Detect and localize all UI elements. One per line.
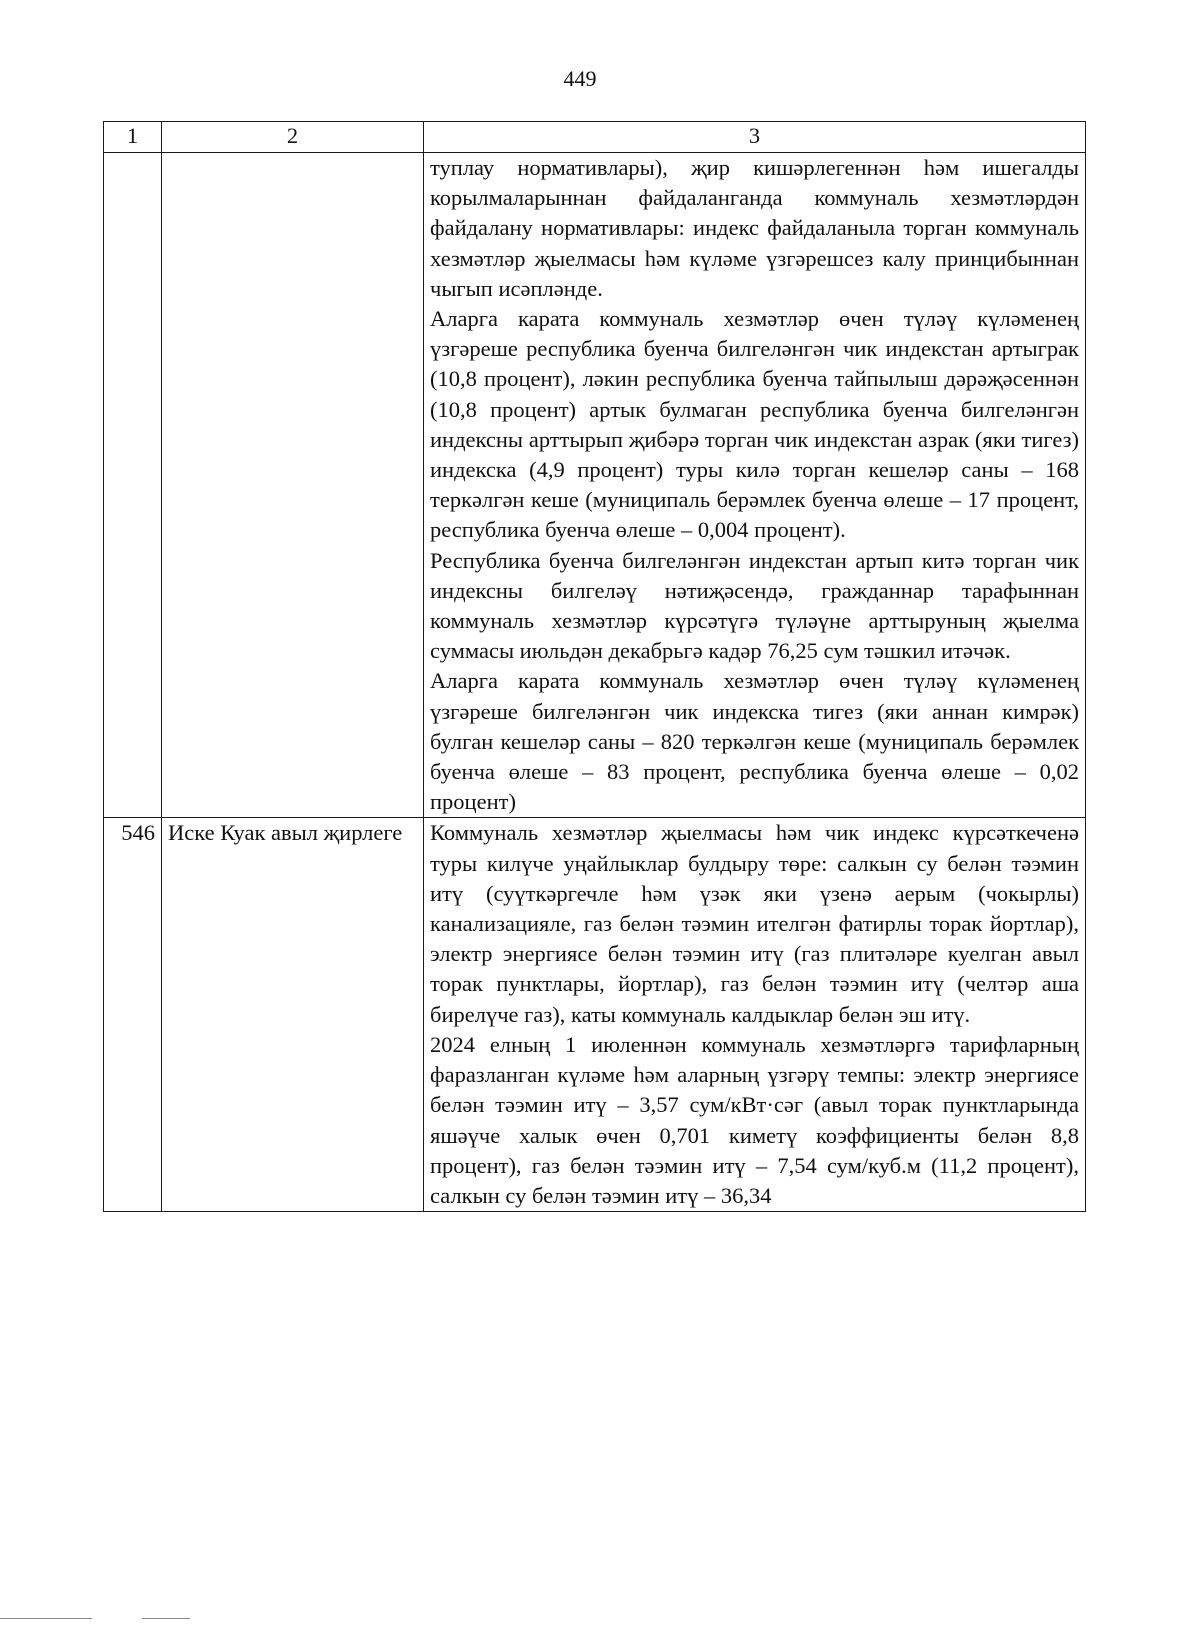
table-row [104,153,1086,818]
paragraph: Аларга карата коммуналь хезмәтләр өчен түләү күләменең үзгәреше билгеләнгән чик индекска тигез (яки аннан кимрәк) булган кешеләр саны – 820 теркәлгән кеше (муниципаль берәмлек буенча өлеше – 83 процент, республика буенча өлеше – 0,02 процент) [430,668,1079,815]
paragraph: 2024 елның 1 июленнән коммуналь хезмәтләргә тарифларның фаразланган күләме һәм аларның үзгәрү темпы: электр энергиясе белән тәэмин итү – 3,57 сум/кВт·сәг (авыл торак пунктларында яшәүче халык өчен 0,701 киметү коэффициенты белән 8,8 процент), газ белән тәэмин итү – 7,54 сум/куб.м (11,2 процент), салкын су белән тәэмин итү – 36,34 [430,1031,1079,1208]
scan-mark [142,1618,190,1619]
row-content [424,153,1086,818]
paragraph: Аларга карата коммуналь хезмәтләр өчен түләү күләменең үзгәреше республика буенча билгеләнгән чик индекстан артыграк (10,8 процент), ләкин республика буенча тайпылыш дәрәҗәсеннән (10,8 процент) артык булмаган республика буенча билгеләнгән индексны арттырып җибәрә торган чик индекстан азрак (яки тигез) индекска (4,9 процент) туры килә торган кешеләр саны – 168 теркәлгән кеше (муниципаль берәмлек буенча өлеше – 17 процент, республика буенча өлеше – 0,004 процент). [430,306,1079,543]
row-name [162,153,424,818]
scan-mark [0,1618,92,1619]
header-col-3: 3 [424,122,1086,153]
page-number: 449 [563,66,597,91]
table-row [104,818,1086,1212]
row-name: Иске Куак авыл җирлеге [162,818,424,1212]
paragraph: Коммуналь хезмәтләр җыелмасы һәм чик индекс күрсәткеченә туры килүче уңайлыклар булдыру төре: салкын су белән тәэмин итү (суүткәргечле һәм үзәк яки үзенә аерым (чокырлы) канализацияле, газ белән тәэмин ителгән фатирлы торак йортлар), электр энергиясе белән тәэмин итү (газ плитәләре куелган авыл торак пунктлары, йортлар), газ белән тәэмин итү (челтәр аша бирелүче газ), каты коммуналь калдыклар белән эш итү. [430,820,1079,1027]
table-header-row [104,122,1086,153]
row-number: 546 [104,818,162,1212]
paragraph: Республика буенча билгеләнгән индекстан артып китә торган чик индексны билгеләү нәтиҗәсендә, гражданнар тарафыннан коммуналь хезмәтләр күрсәтүгә түләүне арттыруның җыелма суммасы июльдән декабрьгә кадәр 76,25 сум тәшкил итәчәк. [430,547,1079,664]
paragraph: туплау нормативлары), җир кишәрлегеннән һәм ишегалды корылмаларыннан файдаланганда коммуналь хезмәтләрдән файдалану нормативлары: индекс файдаланыла торган коммуналь хезмәтләр җыелмасы һәм күләме үзгәрешсез калу принцибыннан чыгып исәпләнде. [430,155,1079,301]
row-content [424,818,1086,1212]
row-number [104,153,162,818]
header-col-2: 2 [162,122,424,153]
header-col-1: 1 [104,122,162,153]
data-table [103,121,1086,1212]
